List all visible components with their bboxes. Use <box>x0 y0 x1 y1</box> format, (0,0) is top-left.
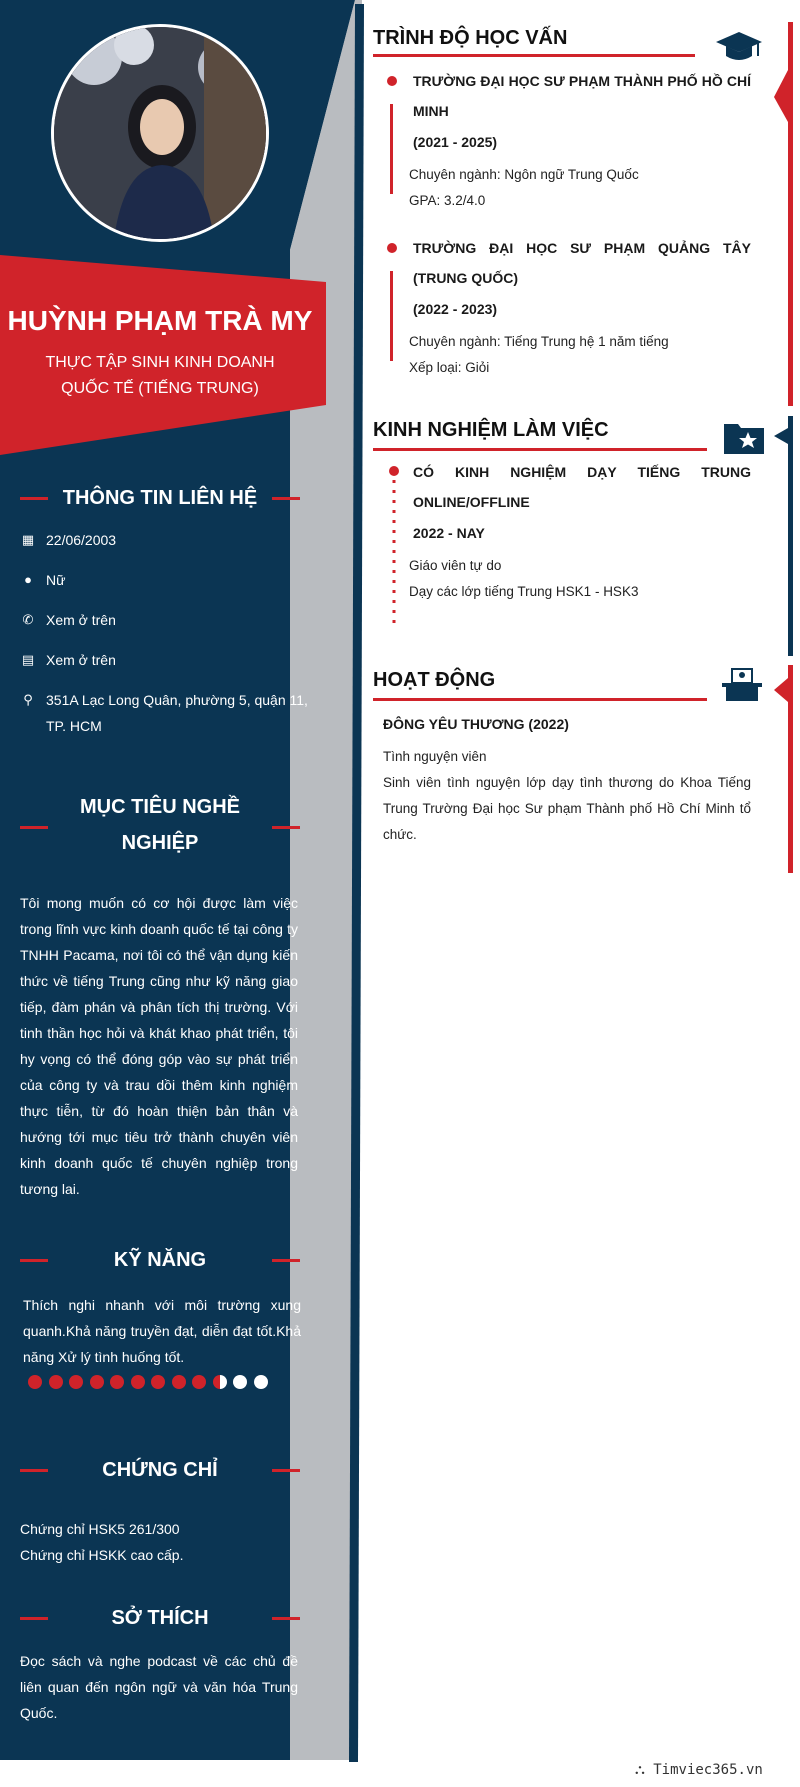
email-icon: ▤ <box>21 652 35 667</box>
hobbies-heading: SỞ THÍCH <box>111 1607 209 1629</box>
objective-heading-line2: NGHIỆP <box>121 832 199 854</box>
timeline-line <box>390 271 393 361</box>
avatar <box>51 24 269 242</box>
education-major: Chuyên ngành: Tiếng Trung hệ 1 năm tiếng <box>409 334 669 349</box>
rating-dot <box>28 1375 42 1389</box>
calendar-icon: ▦ <box>21 532 35 547</box>
education-school: TRƯỜNG ĐẠI HỌC SƯ PHẠM QUẢNG TÂY (TRUNG QUỐC) <box>413 240 751 286</box>
watermark: ⛬ Timviec365.vn <box>635 1762 763 1778</box>
skills-text: Thích nghi nhanh với môi trường xung quanh.Khả năng truyền đạt, diễn đạt tốt.Khả năng Xử lý tình huống tốt. <box>23 1297 301 1365</box>
experience-detail: Dạy các lớp tiếng Trung HSK1 - HSK3 <box>409 584 639 599</box>
star-folder-icon <box>724 420 764 459</box>
timeline-dotted-line <box>391 480 397 630</box>
education-years: (2021 - 2025) <box>413 134 498 150</box>
graduation-cap-icon <box>716 30 762 69</box>
candidate-title: THỰC TẬP SINH KINH DOANH QUỐC TẾ (TIẾNG TRUNG) <box>45 354 275 397</box>
timeline-bullet <box>387 76 397 86</box>
skills-heading: KỸ NĂNG <box>113 1249 207 1271</box>
candidate-name: HUỲNH PHẠM TRÀ MY <box>7 305 313 336</box>
rating-dot <box>90 1375 104 1389</box>
rating-dot <box>192 1375 206 1389</box>
rating-dot <box>172 1375 186 1389</box>
certificate-item: Chứng chỉ HSKK cao cấp. <box>20 1547 184 1563</box>
timeline-bullet <box>389 466 399 476</box>
rating-dot <box>213 1375 227 1389</box>
hobbies-text: Đọc sách và nghe podcast về các chủ đề liên quan đến ngôn ngữ và văn hóa Trung Quốc. <box>20 1653 298 1721</box>
activity-role: Tình nguyện viên <box>383 749 487 764</box>
activity-description: Sinh viên tình nguyện lớp dạy tình thương do Khoa Tiếng Trung Trường Đại học Sư phạm Thành phố Hồ Chí Minh tổ chức. <box>383 775 751 842</box>
phone-icon: ✆ <box>22 612 34 627</box>
certificates-heading: CHỨNG CHỈ <box>102 1459 218 1481</box>
education-school: TRƯỜNG ĐẠI HỌC SƯ PHẠM THÀNH PHỐ HỒ CHÍ MINH <box>413 73 751 119</box>
person-icon: ● <box>24 572 32 587</box>
experience-years: 2022 - NAY <box>413 525 485 541</box>
certificate-item: Chứng chỉ HSK5 261/300 <box>20 1521 180 1537</box>
heading-underline <box>373 448 707 451</box>
podium-icon <box>722 665 762 710</box>
experience-title: CÓ KINH NGHIỆM DẠY TIẾNG TRUNG ONLINE/OFFLINE <box>413 464 751 510</box>
rating-dot <box>131 1375 145 1389</box>
activity-title: ĐÔNG YÊU THƯƠNG (2022) <box>383 716 569 732</box>
education-major: Chuyên ngành: Ngôn ngữ Trung Quốc <box>409 167 639 182</box>
heading-underline <box>373 54 695 57</box>
objective-heading: MỤC TIÊU NGHỀ <box>80 796 240 818</box>
heading-underline <box>373 698 707 701</box>
rating-dot <box>233 1375 247 1389</box>
rating-dot <box>69 1375 83 1389</box>
rating-dot <box>49 1375 63 1389</box>
rating-dot <box>110 1375 124 1389</box>
location-pin-icon: ⚲ <box>23 692 33 707</box>
rating-dot <box>151 1375 165 1389</box>
education-heading: TRÌNH ĐỘ HỌC VẤN <box>373 27 568 49</box>
objective-text: Tôi mong muốn có cơ hội được làm việc trong lĩnh vực kinh doanh quốc tế tại công ty TNHH Pacama, nơi tôi có thể vận dụng kiến thức về tiếng Trung cũng như kỹ năng giao tiếp, đàm phán và phân tích thị trường. Với tinh thần học hỏi và khát khao phát triển, tôi hy vọng có thể đóng góp vào sự phát triển của công ty và trau dồi thêm kinh nghiệm thực tiễn, từ đó hoàn thiện bản thân và hướng tới mục tiêu trở thành chuyên viên kinh doanh quốc tế chuyên nghiệp trong tương lai. <box>20 895 298 1197</box>
experience-heading: KINH NGHIỆM LÀM VIỆC <box>373 419 609 441</box>
timeline-line <box>390 104 393 194</box>
contact-heading: THÔNG TIN LIÊN HỆ <box>62 487 258 509</box>
rating-dot <box>254 1375 268 1389</box>
education-grade: Xếp loại: Giỏi <box>409 360 490 375</box>
education-years: (2022 - 2023) <box>413 301 498 317</box>
experience-role: Giáo viên tự do <box>409 558 502 573</box>
timeline-bullet <box>387 243 397 253</box>
education-gpa: GPA: 3.2/4.0 <box>409 193 486 208</box>
activities-heading: HOẠT ĐỘNG <box>373 669 496 691</box>
